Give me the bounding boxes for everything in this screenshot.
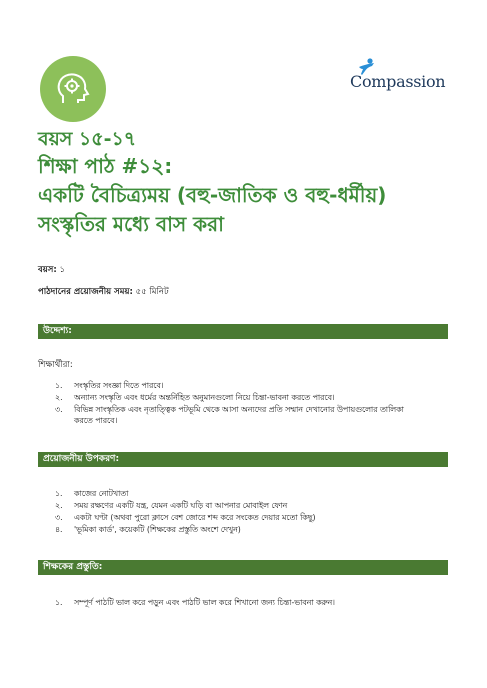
title-line-2: একটি বৈচিত্র্যময় (বহু-জাতিক ও বহু-ধর্মীয়) <box>38 183 387 207</box>
objectives-intro: শিক্ষার্থীরা: <box>38 360 73 370</box>
list-number: ১. <box>55 598 63 607</box>
list-number: ২. <box>55 393 63 402</box>
preparation-list <box>55 597 444 608</box>
duration-value: ৫৫ মিনিট <box>135 287 169 297</box>
list-text: 'ভূমিকা কার্ড', কয়েকটি (শিক্ষকের প্রস্তুতি অংশে দেখুন) <box>74 525 241 534</box>
list-item <box>55 524 444 535</box>
materials-heading: প্রয়োজনীয় উপকরণ: <box>38 452 448 467</box>
list-text: কাজের নোটখাতা <box>74 489 129 498</box>
list-text: অন্যান্য সংস্কৃতি এবং ধর্মের অন্তর্নিহিত অনুমানগুলো নিয়ে চিন্তা-ভাবনা করতে পারবে। <box>74 393 335 402</box>
lesson-title <box>38 152 468 239</box>
list-item <box>55 597 444 608</box>
duration-meta <box>38 285 169 299</box>
list-item <box>55 488 444 499</box>
lesson-logo <box>40 56 106 122</box>
age-label: বয়স: <box>38 265 57 275</box>
list-number: ৪. <box>55 525 63 534</box>
title-line-1: শিক্ষা পাঠ #১২: <box>38 154 173 178</box>
list-text: সংস্কৃতির সংজ্ঞা দিতে পারবে। <box>74 381 164 390</box>
brand-name: Compassion <box>350 72 446 91</box>
list-item <box>55 512 444 523</box>
age-group: বয়স ১৫-১৭ <box>38 128 137 150</box>
list-text: সময় রক্ষণের একটি যন্ত্র, যেমন একটি ঘড়ি বা আপনার মোবাইল ফোন <box>74 501 288 510</box>
list-item <box>55 404 444 426</box>
list-item <box>55 380 444 391</box>
list-text-continued: করতে পারবে। <box>74 416 118 425</box>
list-text: একটা ঘণ্টা (অথবা পুরো ক্লাসে বেশ জোরে শব্দ করে সংকেত দেয়ার মতো কিছু) <box>74 513 316 522</box>
compassion-brand <box>350 58 450 98</box>
list-item <box>55 392 444 403</box>
list-item <box>55 500 444 511</box>
list-number: ১. <box>55 489 63 498</box>
head-gear-icon <box>53 69 93 109</box>
list-number: ১. <box>55 381 63 390</box>
list-text: সম্পূর্ণ পাঠটি ভাল করে পড়ুন এবং পাঠটি ভাল করে শিখানো জন্য চিন্তা-ভাবনা করুন। <box>74 598 335 607</box>
list-text: বিভিন্ন সাংস্কৃতিক এবং নৃতাত্ত্বিক পটভূমি থেকে আসা অন্যদের প্রতি সম্মান দেখানোর উপায়গুলোর তালিকা <box>74 405 404 414</box>
objectives-list <box>55 380 444 426</box>
duration-label: পাঠদানের প্রয়োজনীয় সময়: <box>38 287 133 297</box>
age-value: ১ <box>59 265 65 275</box>
list-number: ৩. <box>55 513 63 522</box>
list-number: ৩. <box>55 405 63 414</box>
age-meta <box>38 263 65 277</box>
list-number: ২. <box>55 501 63 510</box>
preparation-heading: শিক্ষকের প্রস্তুতি: <box>38 560 448 575</box>
title-line-3: সংস্কৃতির মধ্যে বাস করা <box>38 212 224 236</box>
objectives-heading: উদ্দেশ্য: <box>38 324 448 339</box>
materials-list <box>55 488 444 535</box>
